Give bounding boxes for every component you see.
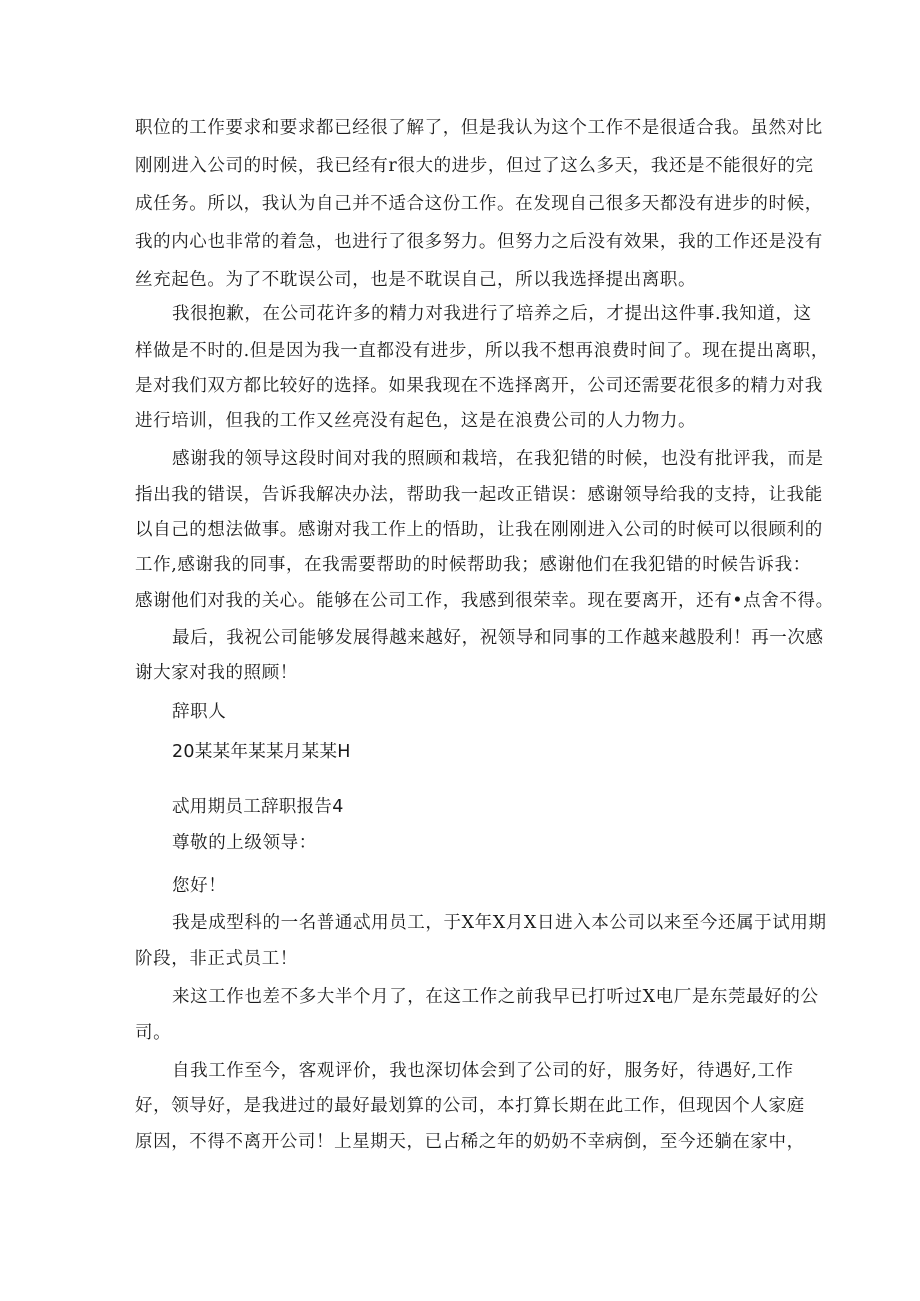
paragraph-line: 来这工作也差不多大半个月了，在这工作之前我早已打听过X电厂是东莞最好的公 xyxy=(172,987,819,1007)
section-title: 忒用期员工辞职报告4 xyxy=(172,797,344,817)
paragraph-line: 是对我们双方都比较好的选择。如果我现在不选择离开，公司还需要花很多的精力对我 xyxy=(135,376,823,396)
salutation: 尊敬的上级领导： xyxy=(172,833,317,853)
paragraph-line: 成任务。所以，我认为自己并不适合这份工作。在发现自己很多天都没有进步的时候， xyxy=(135,194,823,214)
paragraph-line: 职位的工作要求和要求都已经很了解了，但是我认为这个工作不是很适合我。虽然对比 xyxy=(135,118,823,138)
paragraph-line: 丝充起色。为了不耽误公司，也是不耽误自己，所以我选择提出离职。 xyxy=(135,270,697,290)
paragraph-line: 刚刚进入公司的时候，我已经有r很大的进步，但过了这么多天，我还是不能很好的完 xyxy=(135,156,814,176)
paragraph-line: 原因，不得不离开公司！上星期天，已占稀之年的奶奶不幸病倒，至今还躺在家中， xyxy=(135,1132,805,1152)
paragraph-line: 指出我的错误，告诉我解决办法，帮助我一起改正错误：感谢领导给我的支持，让我能 xyxy=(135,485,823,505)
paragraph-line: 我很抱歉，在公司花许多的精力对我进行了培养之后，才提出这件事.我知道，这 xyxy=(172,304,812,324)
paragraph-line: 司。 xyxy=(135,1023,172,1043)
paragraph-line: 感谢我的领导这段时间对我的照顾和栽培，在我犯错的时候，也没有批评我，而是 xyxy=(172,449,824,469)
paragraph-line: 我的内心也非常的着急，也进行了很多努力。但努力之后没有效果，我的工作还是没有 xyxy=(135,232,823,252)
paragraph-line: 以自己的想法做事。感谢对我工作上的悟助，让我在刚刚进入公司的时候可以很顾利的 xyxy=(135,520,823,540)
paragraph-line: 阶段，非正式员工！ xyxy=(135,949,298,969)
paragraph-line: 最后，我祝公司能够发展得越来越好，祝领导和同事的工作越来越股利！再一次感 xyxy=(172,628,824,648)
signature-date: 20某某年某某月某某H xyxy=(172,742,351,762)
paragraph-line: 工作,感谢我的同事，在我需要帮助的时候帮助我；感谢他们在我犯错的时候告诉我： xyxy=(135,555,811,575)
paragraph-line: 样做是不时的.但是因为我一直都没有进步，所以我不想再浪费时间了。现在提出离职， xyxy=(135,341,829,361)
paragraph-line: 自我工作至今，客观评价，我也深切体会到了公司的好，服务好，待遇好,工作 xyxy=(172,1061,794,1081)
greeting: 您好！ xyxy=(172,876,227,896)
paragraph-line: 感谢他们对我的关心。能够在公司工作，我感到很荣幸。现在要离开，还有•点舍不得。 xyxy=(135,591,834,611)
paragraph-line: 谢大家对我的照顾！ xyxy=(135,663,298,683)
paragraph-line: 好，领导好，是我进过的最好最划算的公司，本打算长期在此工作，但现因个人家庭 xyxy=(135,1096,805,1116)
paragraph-line: 我是成型科的一名普通忒用员工，于X年X月X日进入本公司以来至今还属于试用期 xyxy=(172,913,827,933)
paragraph-line: 进行培训，但我的工作又丝亮没有起色，这是在浪费公司的人力物力。 xyxy=(135,411,697,431)
signature-label: 辞职人 xyxy=(172,702,227,722)
